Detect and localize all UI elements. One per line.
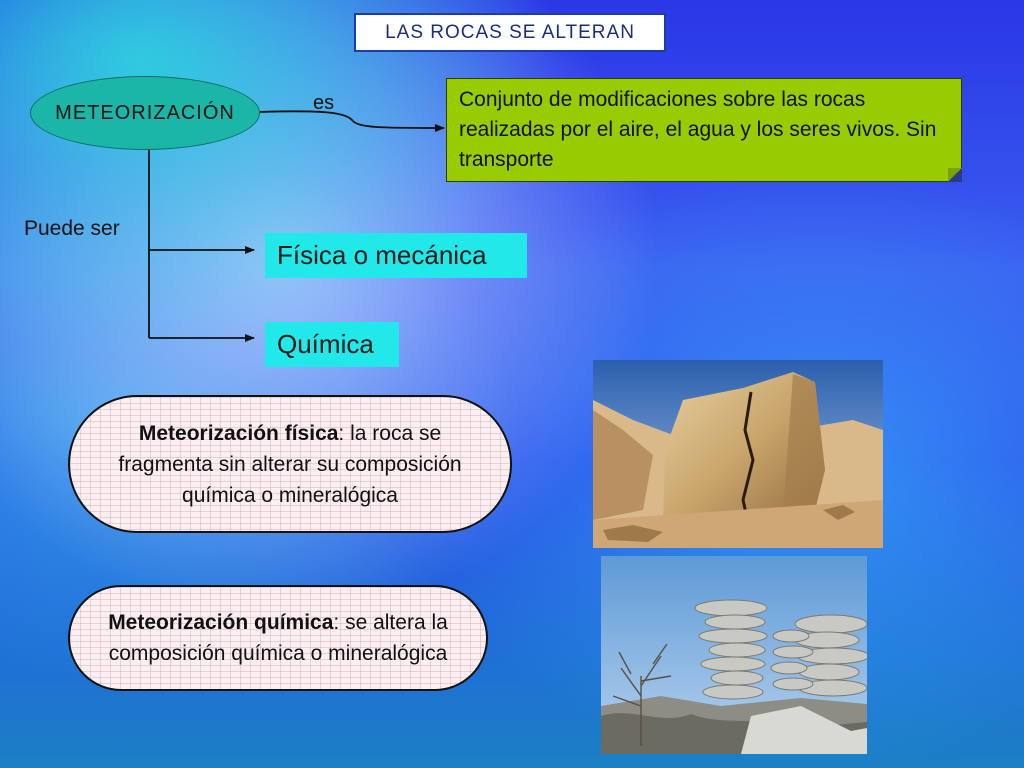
type-quimica: Química bbox=[265, 322, 399, 367]
definition-text: Conjunto de modificaciones sobre las rocas realizadas por el aire, el agua y los seres vivos. Sin transporte bbox=[459, 88, 937, 171]
photo-eroded-rock-stacks bbox=[601, 556, 867, 754]
description-quimica-term: Meteorización química bbox=[108, 611, 334, 634]
concept-meteorizacion: METEORIZACIÓN bbox=[30, 76, 260, 150]
description-quimica-text: : se altera la composición química o mineralógica bbox=[108, 611, 448, 665]
description-quimica bbox=[68, 585, 488, 691]
folded-corner bbox=[948, 168, 962, 182]
relation-label-es: es bbox=[313, 92, 335, 114]
slide-title: LAS ROCAS SE ALTERAN bbox=[354, 13, 666, 52]
relation-label-puede-ser: Puede ser bbox=[24, 217, 120, 240]
definition-box bbox=[446, 78, 962, 182]
description-fisica bbox=[68, 395, 512, 533]
description-fisica-term: Meteorización física bbox=[138, 421, 339, 445]
description-fisica-text: : la roca se fragmenta sin alterar su composición química o mineralógica bbox=[118, 421, 462, 507]
type-fisica-mecanica: Física o mecánica bbox=[265, 233, 527, 278]
connector-es bbox=[258, 111, 444, 128]
photo-fractured-rock bbox=[593, 360, 883, 548]
